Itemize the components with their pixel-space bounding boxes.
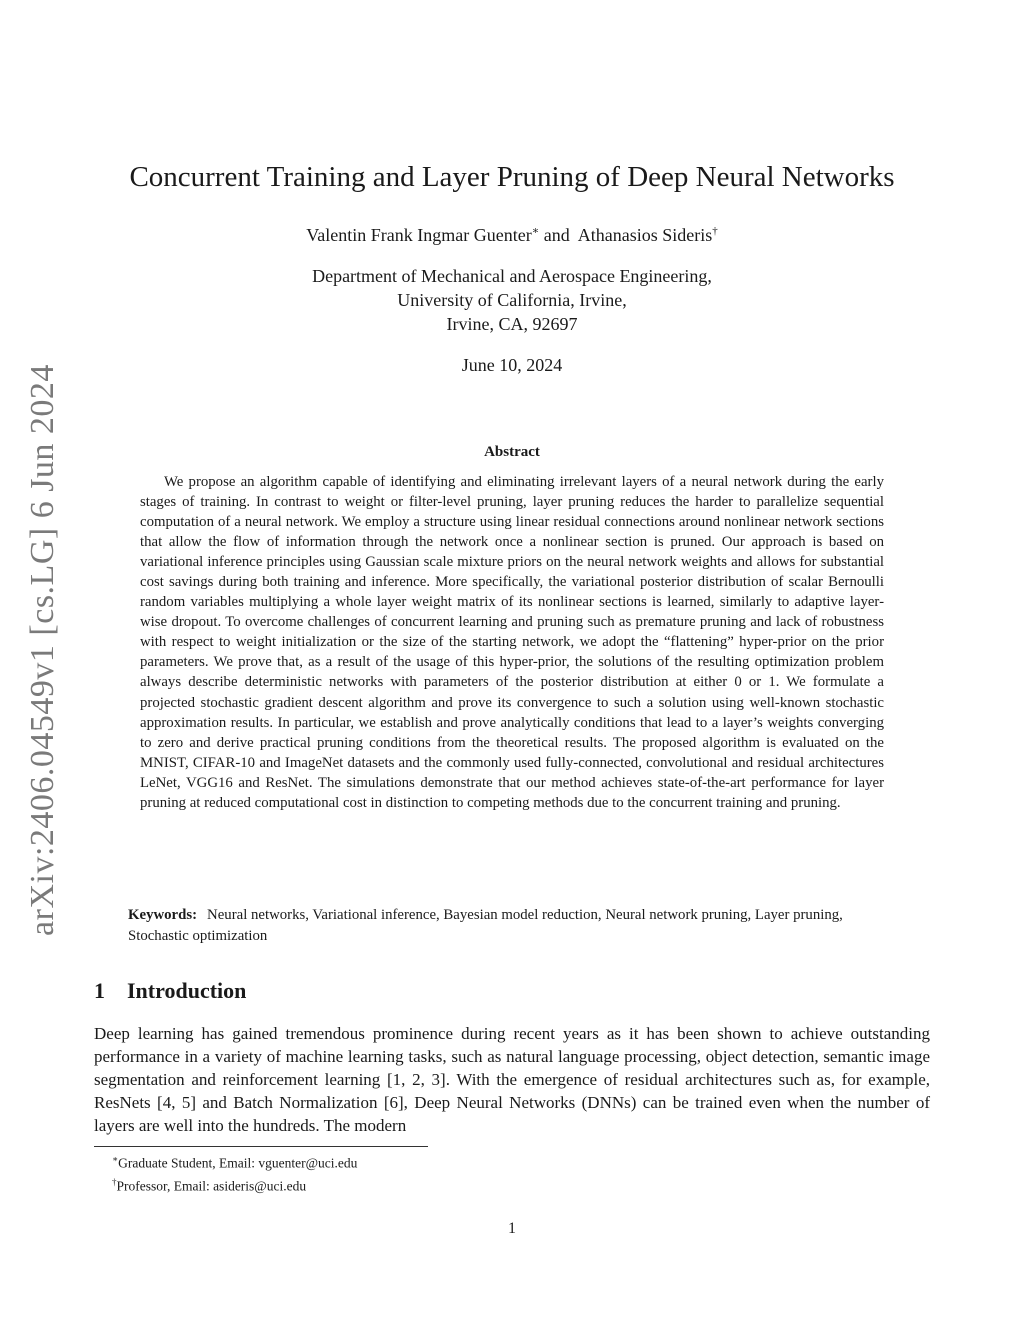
page-number: 1 [508,1220,516,1237]
author-line [0,218,1024,248]
affiliation-block [0,264,1024,336]
footnote-item [112,1150,357,1173]
footnote-mark: † [112,1176,117,1187]
footnote-divider [94,1146,428,1147]
footnote-item [112,1173,357,1196]
section-heading-introduction [94,976,246,1006]
paper-date: June 10, 2024 [461,355,563,375]
abstract-heading: Abstract [484,444,540,460]
footnote-mark: ∗ [531,225,540,237]
keywords-text: Neural networks, Variational inference, Bayesian model reduction, Neural network pruning, Layer pruning, Stochastic optimization [128,907,843,944]
footnote-text: Graduate Student, Email: vguenter@uci.edu [118,1155,358,1171]
section-title: Introduction [127,978,247,1003]
affiliation-university: University of California, Irvine, [397,290,627,310]
keywords-block [128,905,898,947]
author-name: Valentin Frank Ingmar Guenter [306,225,532,245]
author-conjunction: and [543,225,570,245]
keywords-label: Keywords: [128,907,198,923]
paper-title: Concurrent Training and Layer Pruning of Deep Neural Networks [129,161,895,193]
affiliation-department: Department of Mechanical and Aerospace Engineering, [312,266,712,286]
introduction-paragraph: Deep learning has gained tremendous prominence during recent years as it has been shown to achieve outstanding performance in a variety of machine learning tasks, such as natural language processing, object detection, semantic image segmentation and reinforcement learning [1, 2, 3]. With the emergence of residual architectures such as, for example, ResNets [4, 5] and Batch Normalization [6], Deep Neural Networks (DNNs) can be trained even when the number of layers are well into the hundreds. The modern [94,1024,930,1135]
footnotes-block [112,1150,357,1195]
footnote-mark: † [712,225,718,237]
abstract-text: We propose an algorithm capable of identifying and eliminating irrelevant layers of a neural network during the early stages of training. In contrast to weight or filter-level pruning, layer pruning reduces the harder to parallelize sequential computation of a neural network. We employ a structure using linear residual connections around nonlinear network sections that allow the flow of information through the network once a nonlinear section is pruned. Our approach is based on variational inference principles using Gaussian scale mixture priors on the neural network weights and allows for substantial cost savings during both training and inference. More specifically, the variational posterior distribution of scalar Bernoulli random variables multiplying a whole layer weight matrix of its nonlinear sections is learned, similarly to adaptive layer-wise dropout. To overcome challenges of concurrent learning and pruning such as premature pruning and lack of robustness with respect to weight initialization or the size of the starting network, we adopt the “flattening” hyper-prior on the prior parameters. We prove that, as a result of the usage of this hyper-prior, the solutions of the resulting optimization problem always describe deterministic networks with parameters of the posterior distribution at either 0 or 1. We formulate a projected stochastic gradient descent algorithm and prove its convergence to such a solution using well-known stochastic approximation results. In particular, we establish and prove analytically conditions that lead to a layer’s weights converging to zero and derive practical pruning conditions from the theoretical results. The proposed algorithm is evaluated on the MNIST, CIFAR-10 and ImageNet datasets and the commonly used fully-connected, convolutional and residual architectures LeNet, VGG16 and ResNet. The simulations demonstrate that our method achieves state-of-the-art performance for layer pruning at reduced computational cost in distinction to competing methods due to the concurrent training and pruning. [140,474,884,811]
affiliation-address: Irvine, CA, 92697 [446,314,578,334]
section-number: 1 [94,978,105,1003]
arxiv-identifier-stamp: arXiv:2406.04549v1 [cs.LG] 6 Jun 2024 [24,364,61,936]
footnote-text: Professor, Email: asideris@uci.edu [116,1178,307,1193]
author-name: Athanasios Sideris [577,225,713,245]
footnote-mark: ∗ [112,1154,119,1164]
